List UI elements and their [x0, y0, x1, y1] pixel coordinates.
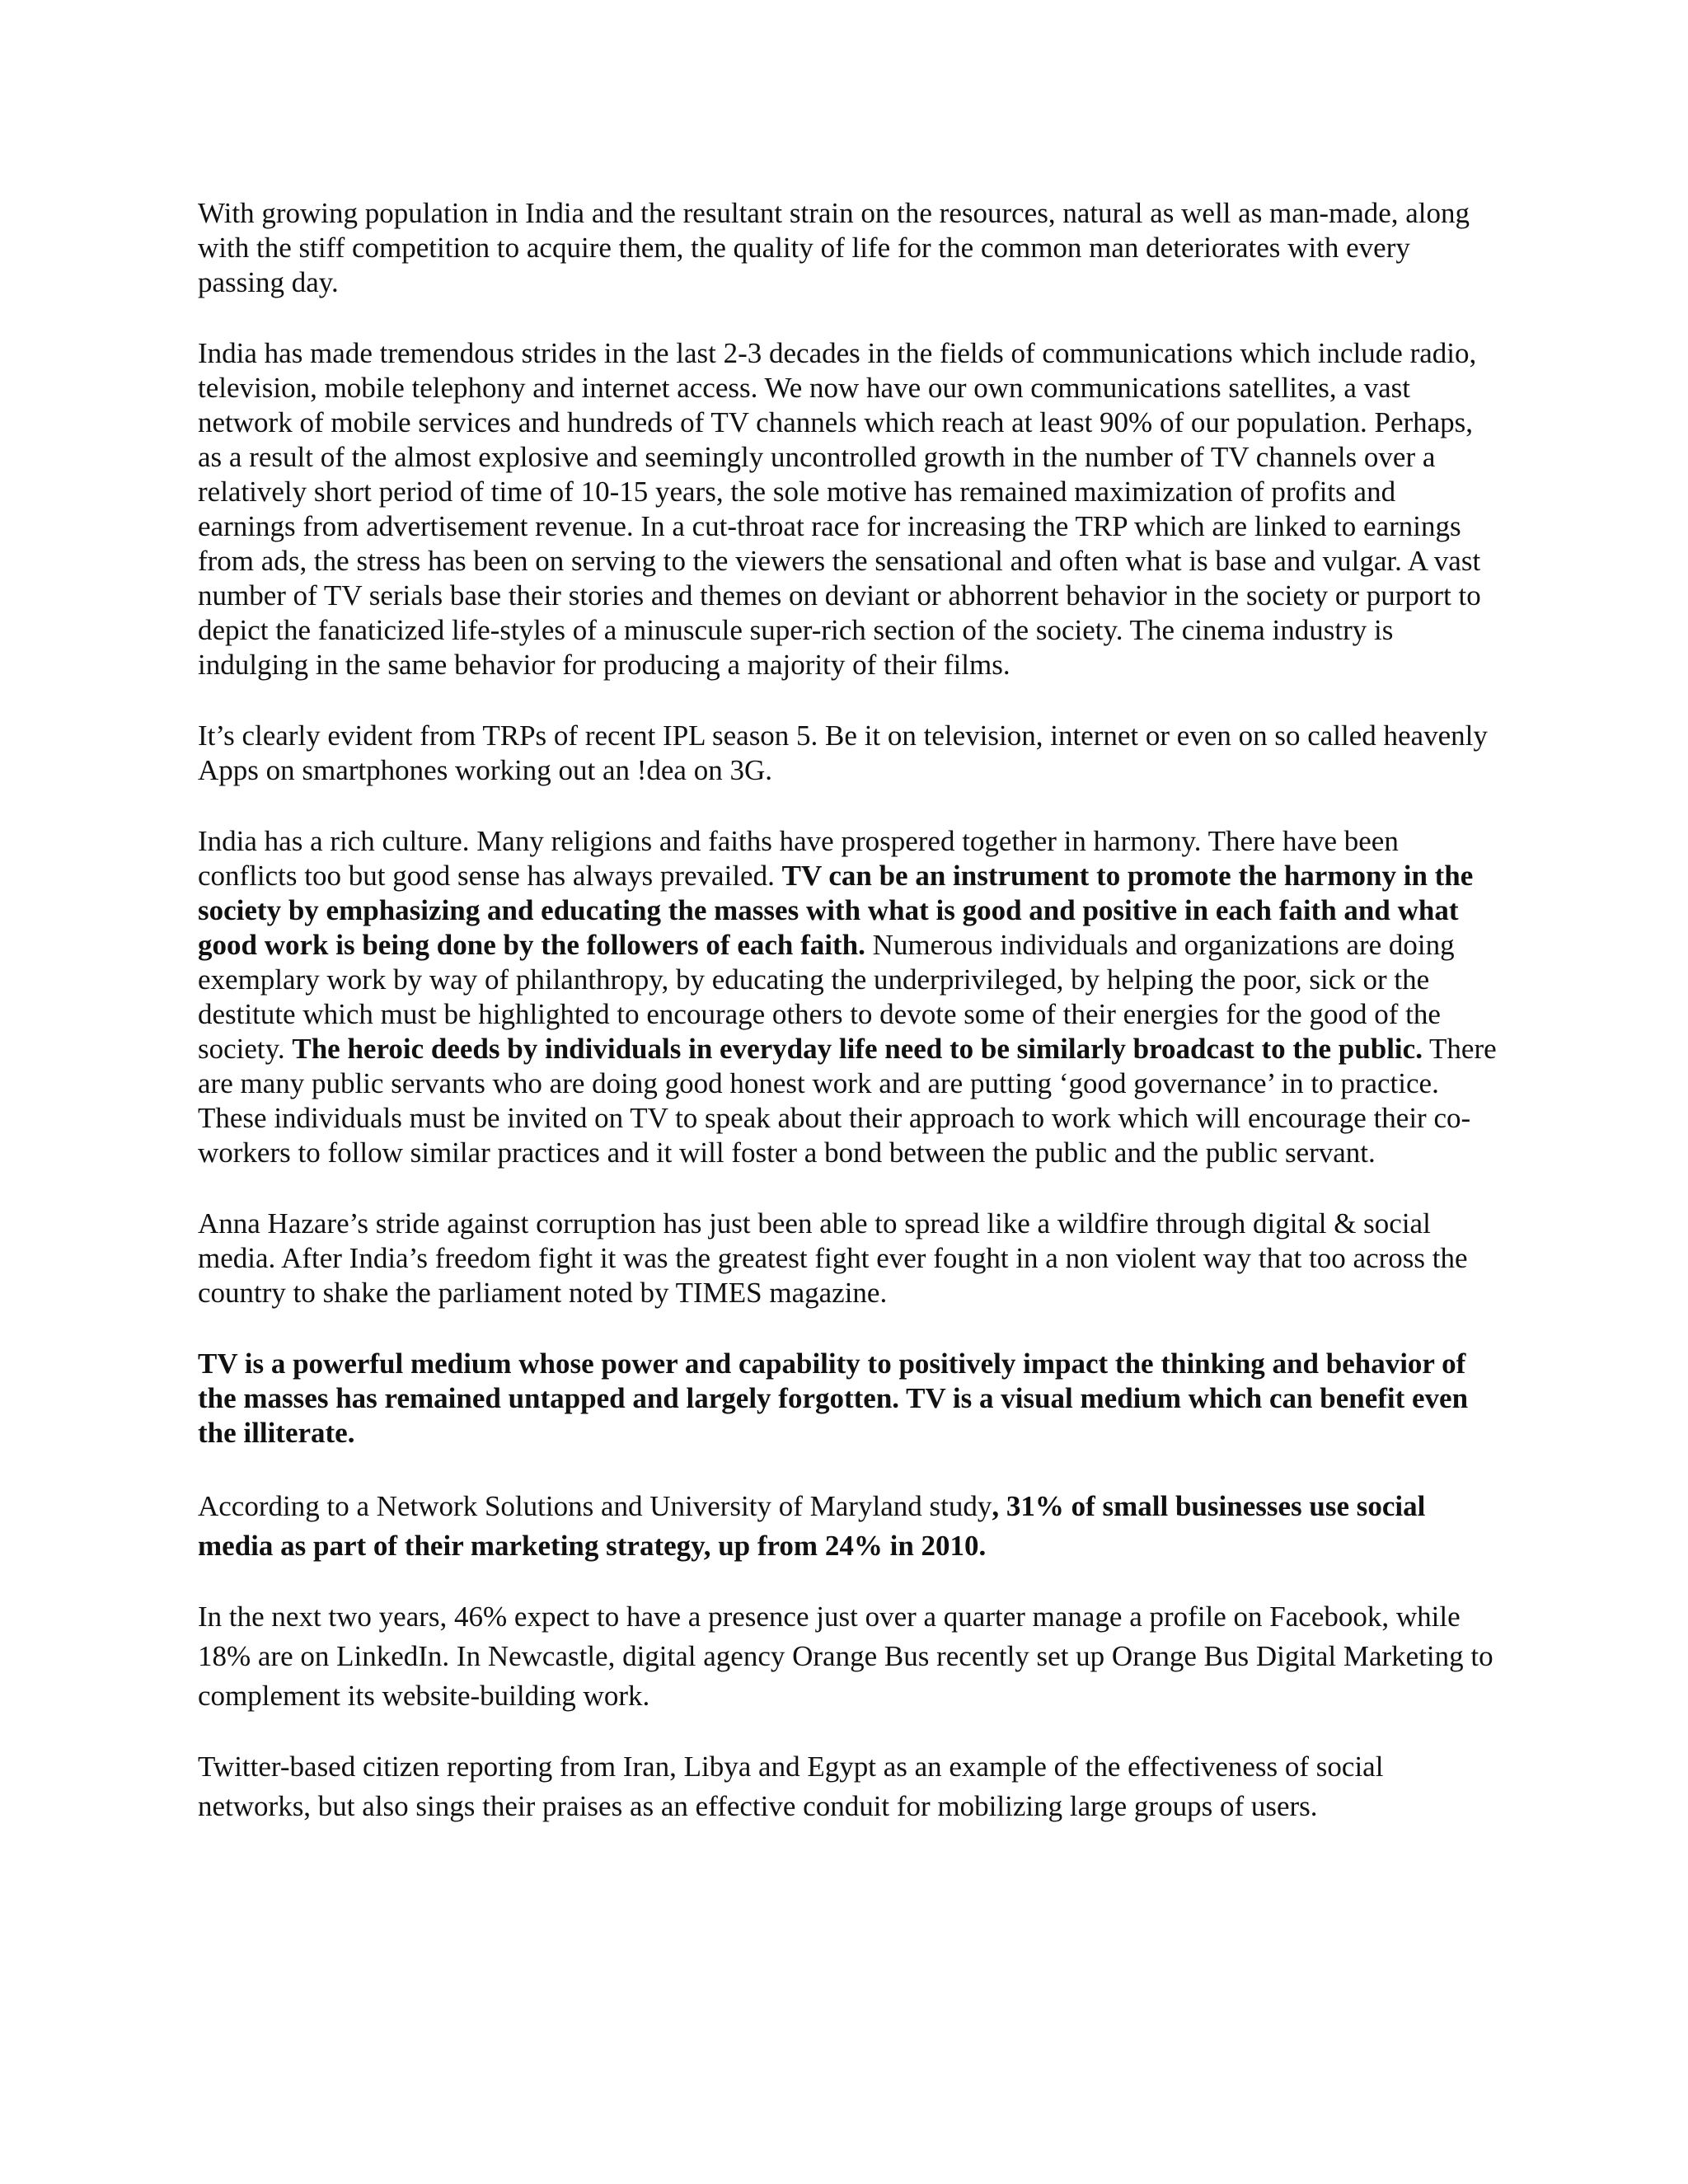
paragraph-text: Twitter-based citizen reporting from Iran, Libya and Egypt as an example of the effectiveness of social networks, but also sings their praises as an effective conduit for mobilizing large groups of users.: [198, 1750, 1384, 1822]
paragraph-text: It’s clearly evident from TRPs of recent IPL season 5. Be it on television, internet or even on so called heavenly Apps on smartphones working out an !dea on 3G.: [198, 719, 1488, 786]
paragraph-text: Numerous individuals and organizations are doing exemplary work by way of philanthropy, by educating the underprivileged, by helping the poor, sick or the destitute which must be highlighted to encourage others to devote some of their energies for the good of the society.: [198, 929, 1455, 1065]
paragraph-communications: [198, 336, 1500, 682]
bold-emphasis: , 31% of small businesses use social media as part of their marketing strategy, up from 24% in 2010.: [198, 1490, 1426, 1562]
paragraph-text: According to a Network Solutions and University of Maryland study: [198, 1490, 992, 1522]
paragraph-tv-medium: [198, 1347, 1500, 1451]
paragraph-text: India has a rich culture. Many religions and faiths have prospered together in harmony. There have been conflicts too but good sense has always prevailed.: [198, 825, 1399, 892]
paragraph-next-two-years: [198, 1597, 1500, 1716]
paragraph-text: With growing population in India and the resultant strain on the resources, natural as well as man-made, along with the stiff competition to acquire them, the quality of life for the common man deteriorates with every passing day.: [198, 197, 1470, 298]
paragraph-twitter: [198, 1747, 1500, 1826]
paragraph-text: India has made tremendous strides in the last 2-3 decades in the fields of communications which include radio, television, mobile telephony and internet access. We now have our own communications satellites, a vast network of mobile services and hundreds of TV channels which reach at least 90% of our population. Perhaps, as a result of the almost explosive and seemingly uncontrolled growth in the number of TV channels over a relatively short period of time of 10-15 years, the sole motive has remained maximization of profits and earnings from advertisement revenue. In a cut-throat race for increasing the TRP which are linked to earnings from ads, the stress has been on serving to the viewers the sensational and often what is base and vulgar. A vast number of TV serials base their stories and themes on deviant or abhorrent behavior in the society or purport to depict the fanaticized life-styles of a minuscule super-rich section of the society. The cinema industry is indulging in the same behavior for producing a majority of their films.: [198, 337, 1481, 681]
paragraph-intro: [198, 196, 1500, 300]
paragraph-text: Anna Hazare’s stride against corruption has just been able to spread like a wildfire through digital & social media. After India’s freedom fight it was the greatest fight ever fought in a non violent way that too across the country to shake the parliament noted by TIMES magazine.: [198, 1207, 1468, 1309]
bold-emphasis: TV is a powerful medium whose power and capability to positively impact the thinking and behavior of the masses has remained untapped and largely forgotten. TV is a visual medium which can benefit even the illiterate.: [198, 1347, 1469, 1449]
paragraph-ipl: [198, 719, 1500, 788]
document-page: [198, 196, 1500, 1858]
paragraph-hazare: [198, 1207, 1500, 1310]
paragraph-study: [198, 1487, 1500, 1566]
paragraph-text: In the next two years, 46% expect to have a presence just over a quarter manage a profile on Facebook, while 18% are on LinkedIn. In Newcastle, digital agency Orange Bus recently set up Orange Bus Digital Marketing to complement its website-building work.: [198, 1601, 1493, 1712]
bold-emphasis: TV can be an instrument to promote the harmony in the society by emphasizing and educating the masses with what is good and positive in each faith and what good work is being done by the followers of each faith.: [198, 860, 1474, 961]
paragraph-culture: [198, 824, 1500, 1170]
paragraph-text: There are many public servants who are doing good honest work and are putting ‘good governance’ in to practice. These individuals must be invited on TV to speak about their approach to work which will encourage their co-workers to follow similar practices and it will foster a bond between the public and the public servant.: [198, 1033, 1497, 1169]
bold-emphasis: The heroic deeds by individuals in everyday life need to be similarly broadcast to the public.: [292, 1033, 1423, 1065]
